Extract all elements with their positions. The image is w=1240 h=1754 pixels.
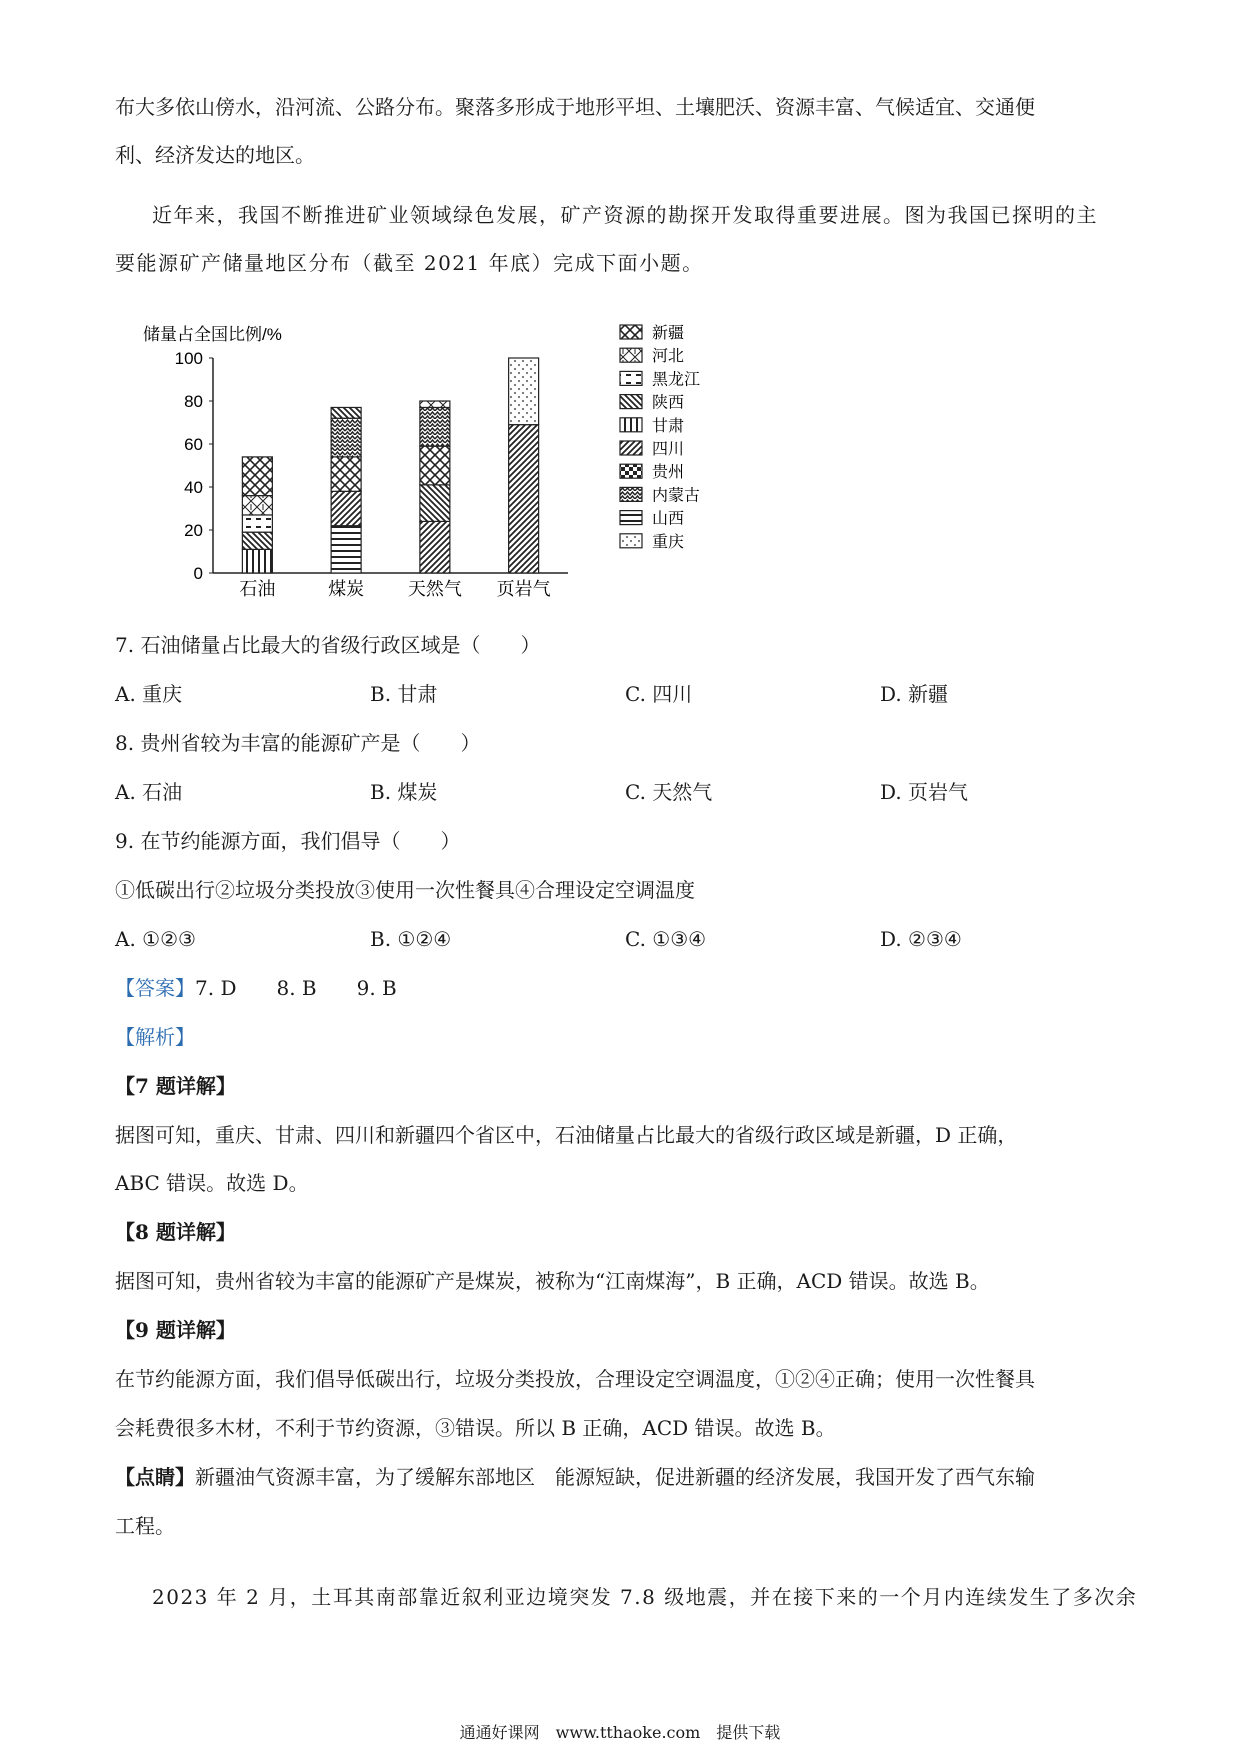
tip-label: 【点睛】: [115, 1465, 195, 1489]
legend-label: 河北: [652, 346, 685, 366]
bar-segment: [509, 358, 539, 425]
legend-label: 内蒙古: [652, 485, 701, 505]
legend-swatch: [620, 348, 642, 362]
bar-segment: [242, 496, 272, 515]
x-tick-label: 页岩气: [496, 579, 551, 600]
analysis-label-line: [115, 1022, 1125, 1052]
q8-option-d[interactable]: D. 页岩气: [880, 780, 969, 804]
x-tick-label: 石油: [239, 579, 276, 600]
bar-segment: [242, 515, 272, 532]
bar-segment: [420, 401, 450, 407]
tip-line-2: 工程。: [115, 1514, 175, 1538]
q9-detail-line-1: 在节约能源方面，我们倡导低碳出行，垃圾分类投放，合理设定空调温度，①②④正确；使用一次性餐具: [115, 1367, 1035, 1391]
y-axis-label: 储量占全国比例/%: [143, 325, 282, 344]
q9-option-b[interactable]: B. ①②④: [370, 927, 452, 951]
bar-segment: [420, 446, 450, 485]
passage-line-2: 要能源矿产储量地区分布（截至 2021 年底）完成下面小题。: [115, 251, 704, 275]
q7-option-a[interactable]: A. 重庆: [115, 682, 183, 706]
question-7-stem: 7. 石油储量占比最大的省级行政区域是（ ）: [115, 633, 541, 657]
q7-option-b[interactable]: B. 甘肃: [370, 682, 438, 706]
q8-option-a[interactable]: A. 石油: [115, 780, 183, 804]
q7-option-d[interactable]: D. 新疆: [880, 682, 949, 706]
legend-swatch: [620, 441, 642, 455]
legend-label: 甘肃: [652, 415, 685, 435]
q7-detail-title: 【7 题详解】: [115, 1074, 236, 1098]
reserves-stacked-bar-chart: [125, 315, 725, 605]
bar-segment: [509, 425, 539, 573]
answer-text: 7. D 8. B 9. B: [195, 976, 397, 1000]
q8-option-b[interactable]: B. 煤炭: [370, 780, 438, 804]
bar-segment: [331, 526, 361, 573]
passage-line-1: 近年来，我国不断推进矿业领域绿色发展，矿产资源的勘探开发取得重要进展。图为我国已探明的主: [152, 203, 1098, 227]
bar-segment: [331, 407, 361, 418]
y-tick-label: 80: [184, 392, 203, 411]
footer-watermark: 通通好课网 www.tthaoke.com 提供下载: [459, 1723, 781, 1742]
legend-swatch: [620, 534, 642, 548]
next-passage-line: 2023 年 2 月，土耳其南部靠近叙利亚边境突发 7.8 级地震，并在接下来的一个月内连续发生了多次余: [152, 1585, 1138, 1609]
bar-segment: [420, 485, 450, 522]
legend-swatch: [620, 371, 642, 385]
x-tick-label: 煤炭: [328, 579, 365, 600]
legend-swatch: [620, 395, 642, 409]
question-9-statements: ①低碳出行②垃圾分类投放③使用一次性餐具④合理设定空调温度: [115, 878, 695, 902]
legend-label: 新疆: [652, 323, 685, 342]
q9-option-c[interactable]: C. ①③④: [625, 927, 707, 951]
y-tick-label: 20: [184, 521, 203, 540]
y-tick-label: 60: [184, 435, 203, 454]
analysis-label: 【解析】: [115, 1025, 195, 1049]
legend-label: 贵州: [652, 462, 685, 482]
answer-line: [115, 973, 1125, 1003]
bar-segment: [420, 521, 450, 573]
intro-line-2: 利、经济发达的地区。: [115, 143, 315, 167]
tip-text: 新疆油气资源丰富，为了缓解东部地区 能源短缺，促进新疆的经济发展，我国开发了西气东输: [195, 1465, 1035, 1489]
legend-label: 四川: [652, 439, 685, 458]
y-tick-label: 100: [174, 349, 203, 368]
legend-swatch: [620, 487, 642, 501]
bar-segment: [242, 532, 272, 549]
answer-label: 【答案】: [115, 976, 195, 1000]
bar-segment: [242, 549, 272, 573]
intro-line-1: 布大多依山傍水，沿河流、公路分布。聚落多形成于地形平坦、土壤肥沃、资源丰富、气候适宜、交通便: [115, 95, 1035, 119]
question-9-stem: 9. 在节约能源方面，我们倡导（ ）: [115, 829, 461, 853]
legend-swatch: [620, 511, 642, 525]
legend-label: 重庆: [652, 531, 685, 551]
legend-label: 陕西: [652, 392, 685, 412]
tip-line-1: [115, 1462, 1125, 1492]
legend-swatch: [620, 464, 642, 478]
legend-label: 山西: [652, 508, 685, 528]
chart-bars: [239, 358, 550, 600]
bar-segment: [331, 491, 361, 525]
bar-segment: [331, 418, 361, 457]
q8-detail-line-1: 据图可知，贵州省较为丰富的能源矿产是煤炭，被称为“江南煤海”，B 正确，ACD 错误。故选 B。: [115, 1269, 990, 1293]
legend-swatch: [620, 325, 642, 339]
q7-detail-line-2: ABC 错误。故选 D。: [115, 1171, 309, 1195]
bar-segment: [242, 457, 272, 496]
q8-option-c[interactable]: C. 天然气: [625, 780, 713, 804]
q9-option-d[interactable]: D. ②③④: [880, 927, 962, 951]
x-tick-label: 天然气: [407, 579, 462, 600]
q9-detail-line-2: 会耗费很多木材，不利于节约资源，③错误。所以 B 正确，ACD 错误。故选 B。: [115, 1416, 836, 1440]
q9-detail-title: 【9 题详解】: [115, 1318, 236, 1342]
bar-segment: [331, 457, 361, 491]
q7-option-c[interactable]: C. 四川: [625, 682, 693, 706]
bar-segment: [420, 407, 450, 446]
q9-option-a[interactable]: A. ①②③: [115, 927, 196, 951]
y-tick-label: 0: [193, 564, 203, 583]
legend-label: 黑龙江: [652, 369, 701, 389]
y-tick-label: 40: [184, 478, 203, 497]
q7-detail-line-1: 据图可知，重庆、甘肃、四川和新疆四个省区中，石油储量占比最大的省级行政区域是新疆，D 正确，: [115, 1123, 1018, 1147]
question-8-stem: 8. 贵州省较为丰富的能源矿产是（ ）: [115, 731, 481, 755]
chart-legend: [620, 323, 700, 551]
legend-swatch: [620, 418, 642, 432]
q8-detail-title: 【8 题详解】: [115, 1220, 236, 1244]
